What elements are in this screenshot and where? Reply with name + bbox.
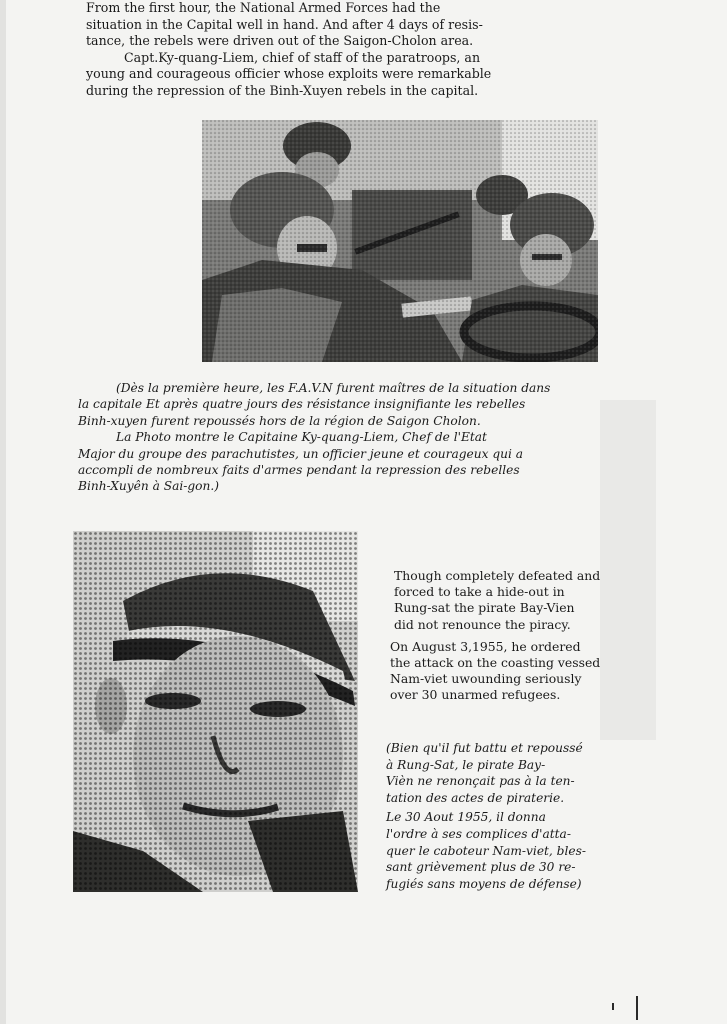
portrait-photo — [73, 531, 358, 892]
text-line: during the repression of the Binh-Xuyen rebels in the capital. — [86, 82, 479, 98]
text-line: Binh-xuyen furent repoussés hors de la région de Saigon Cholon. — [78, 413, 481, 428]
english-top-text — [86, 0, 514, 100]
text-line: tation des actes de piraterie. — [386, 790, 565, 805]
text-line: Though completely defeated and — [394, 568, 601, 583]
text-line: Nam-viet uwounding seriously — [390, 671, 582, 687]
text-line: à Rung-Sat, le pirate Bay- — [386, 757, 546, 772]
text-line: (Bien qu'il fut battu et repoussé — [386, 741, 583, 755]
text-line: did not renounce the piracy. — [394, 616, 571, 632]
english-right-text — [390, 568, 602, 710]
text-line: From the first hour, the National Armed Forces had the — [86, 0, 441, 15]
bleed-through-shade — [600, 400, 656, 740]
french-caption-text — [78, 380, 600, 495]
text-line: fugiés sans moyens de défense) — [386, 876, 582, 891]
text-line: sant grièvement plus de 30 re- — [386, 860, 576, 875]
paratroopers-photo — [202, 120, 598, 362]
paragraph — [386, 809, 600, 892]
paratroopers-photo-image — [202, 120, 598, 362]
text-line: Capt.Ky-quang-Liem, chief of staff of the paratroops, an — [124, 49, 481, 65]
text-line: accompli de nombreux faits d'armes pendant la repression des rebelles — [78, 463, 520, 478]
french-right-text — [386, 740, 600, 895]
portrait-photo-image — [73, 531, 358, 892]
text-line: tance, the rebels were driven out of the Saigon-Cholon area. — [86, 33, 474, 49]
text-line: over 30 unarmed refugees. — [390, 687, 561, 703]
text-line: Le 30 Aout 1955, il donna — [386, 810, 546, 825]
text-line: the attack on the coasting vessed — [390, 655, 601, 671]
text-line: Binh-Xuyên à Sai-gon.) — [78, 479, 219, 494]
text-line: quer le caboteur Nam-viet, bles- — [386, 843, 586, 858]
text-line: Vièn ne renonçait pas à la ten- — [386, 774, 575, 789]
text-line: La Photo montre le Capitaine Ky-quang-Liem, Chef de l'Etat — [116, 430, 487, 445]
text-line: Major du groupe des parachutistes, un officier jeune et courageux qui a — [78, 446, 524, 461]
scan-mark — [612, 1003, 614, 1010]
text-line: la capitale Et après quatre jours des résistance insignifiante les rebelles — [78, 397, 526, 412]
text-line: l'ordre à ses complices d'atta- — [386, 826, 571, 841]
text-line: forced to take a hide-out in — [394, 584, 565, 600]
text-line: young and courageous officier whose exploits were remarkable — [86, 66, 492, 82]
paragraph — [386, 740, 600, 806]
text-line: Rung-sat the pirate Bay-Vien — [394, 600, 575, 616]
text-line: (Dès la première heure, les F.A.V.N furent maîtres de la situation dans — [116, 381, 551, 395]
scan-mark — [636, 996, 638, 1020]
paragraph — [390, 639, 602, 704]
text-line: On August 3,1955, he ordered — [390, 638, 581, 654]
paragraph — [390, 568, 602, 633]
text-line: situation in the Capital well in hand. And after 4 days of resis- — [86, 16, 483, 32]
